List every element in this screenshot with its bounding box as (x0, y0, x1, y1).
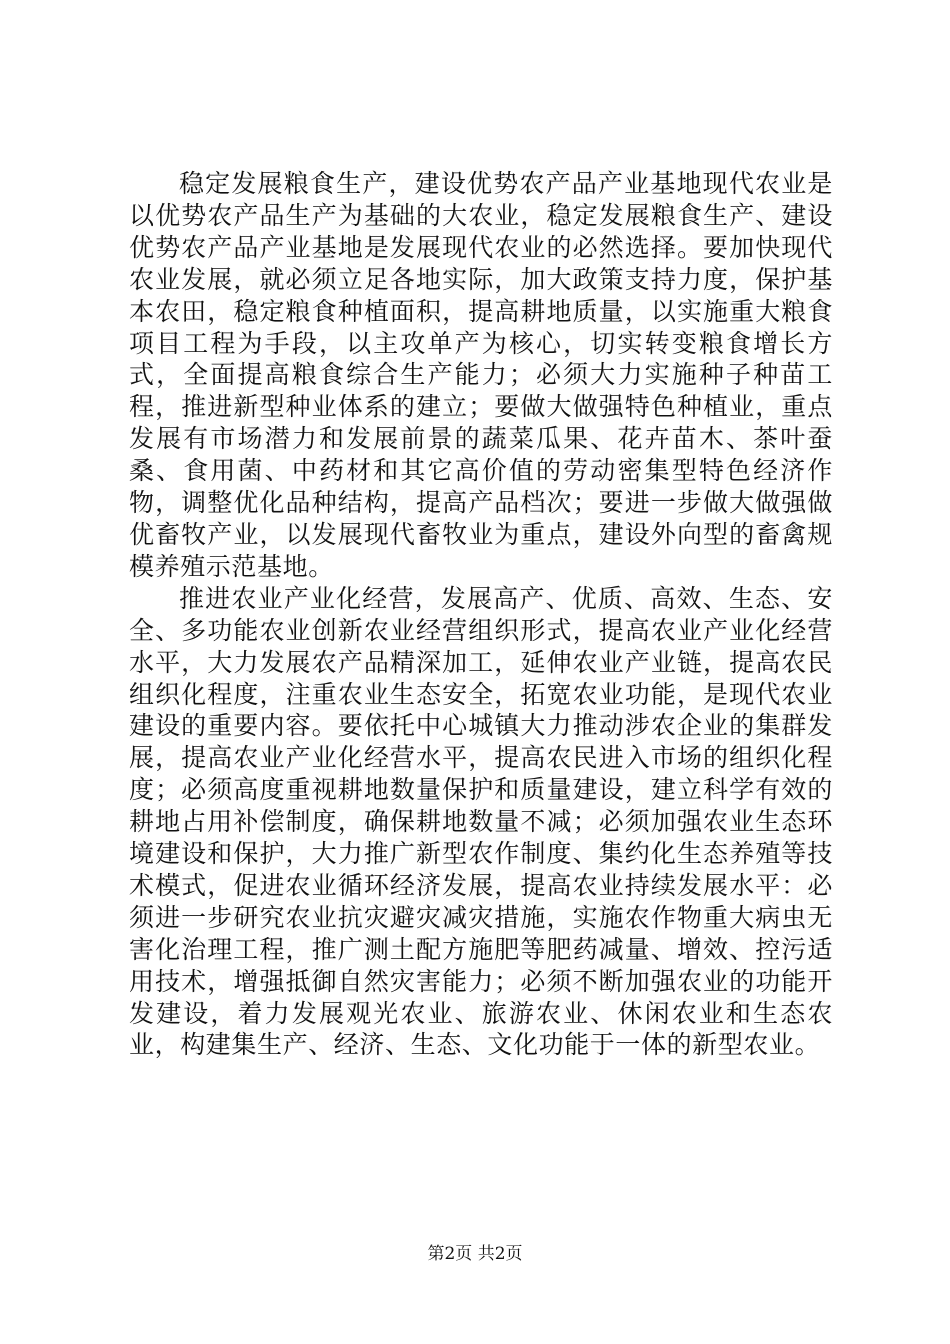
paragraph-industrialization: 推进农业产业化经营，发展高产、优质、高效、生态、安全、多功能农业创新农业经营组织形式，提高农业产业化经营水平，大力发展农产品精深加工，延伸农业产业链，提高农民组织化程度，注重农业生态安全，拓宽农业功能，是现代农业建设的重要内容。要依托中心城镇大力推动涉农企业的集群发展，提高农业产业化经营水平，提高农民进入市场的组织化程度；必须高度重视耕地数量保护和质量建设，建立科学有效的耕地占用补偿制度，确保耕地数量不减；必须加强农业生态环境建设和保护，大力推广新型农作制度、集约化生态养殖等技术模式，促进农业循环经济发展，提高农业持续发展水平：必须进一步研究农业抗灾避灾减灾措施，实施农作物重大病虫无害化治理工程，推广测土配方施肥等肥药减量、增效、控污适用技术，增强抵御自然灾害能力；必须不断加强农业的功能开发建设，着力发展观光农业、旅游农业、休闲农业和生态农业，构建集生产、经济、生态、文化功能于一体的新型农业。 (129, 583, 833, 1060)
page-number-footer: 第2页 共2页 (427, 1244, 523, 1264)
paragraph-grain-production: 稳定发展粮食生产，建设优势农产品产业基地现代农业是以优势农产品生产为基础的大农业，稳定发展粮食生产、建设优势农产品产业基地是发展现代农业的必然选择。要加快现代农业发展，就必须立足各地实际，加大政策支持力度，保护基本农田，稳定粮食种植面积，提高耕地质量，以实施重大粮食项目工程为手段，以主攻单产为核心，切实转变粮食增长方式，全面提高粮食综合生产能力；必须大力实施种子种苗工程，推进新型种业体系的建立；要做大做强特色种植业，重点发展有市场潜力和发展前景的蔬菜瓜果、花卉苗木、茶叶蚕桑、食用菌、中药材和其它高价值的劳动密集型特色经济作物，调整优化品种结构，提高产品档次；要进一步做大做强做优畜牧产业，以发展现代畜牧业为重点，建设外向型的畜禽规模养殖示范基地。 (129, 169, 833, 581)
document-body (129, 168, 833, 1061)
